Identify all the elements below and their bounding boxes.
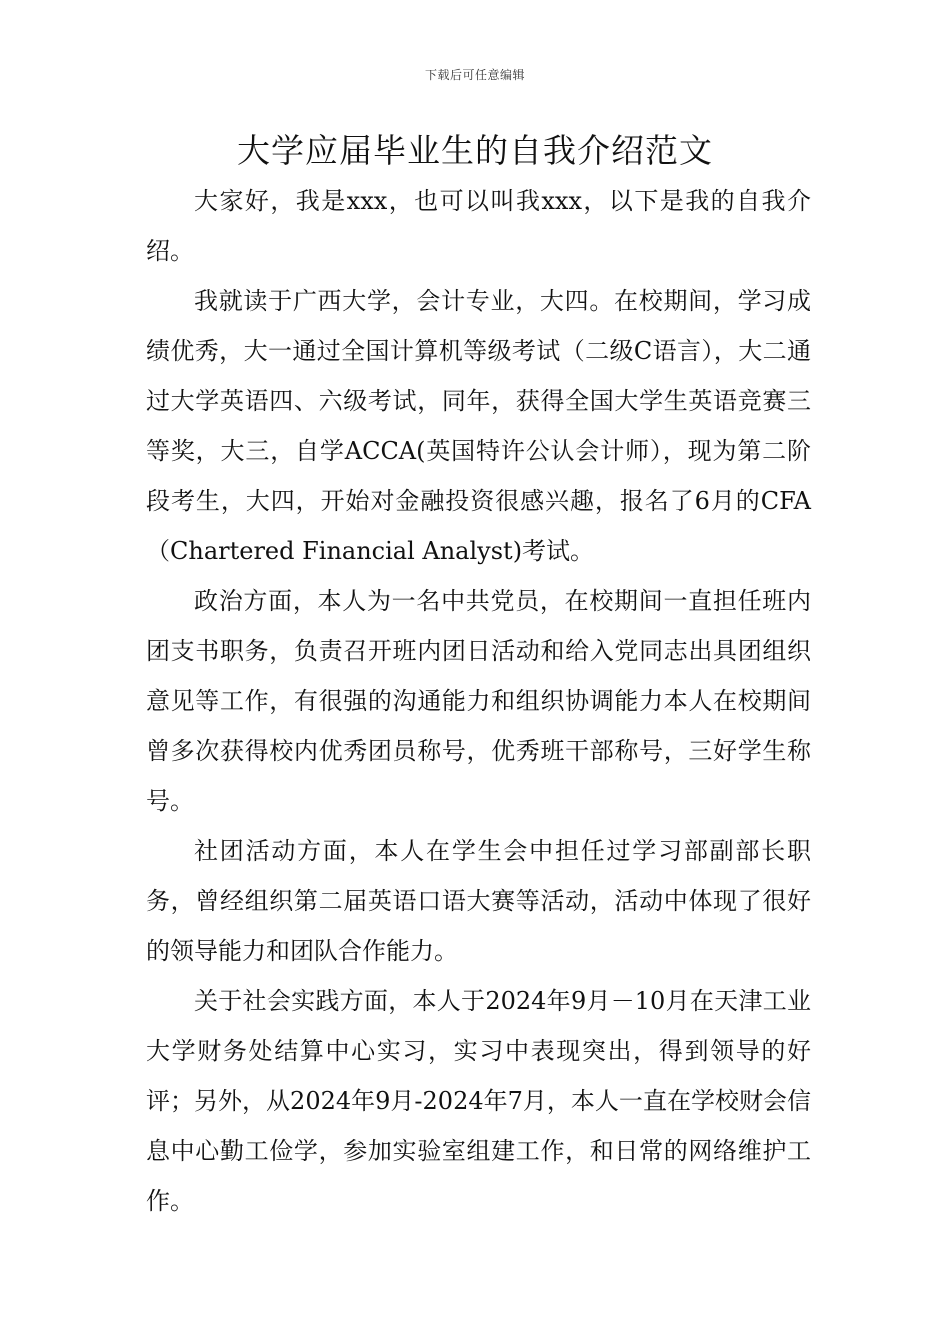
paragraph-social-practice: 关于社会实践方面，本人于2024年9月－10月在天津工业大学财务处结算中心实习，实习中表现突出，得到领导的好评；另外，从2024年9月-2024年7月，本人一直在学校财会信息中心勤工俭学，参加实验室组建工作，和日常的网络维护工作。 — [146, 987, 811, 1215]
document-title: 大学应届毕业生的自我介绍范文 — [237, 131, 713, 170]
header-note: 下载后可任意编辑 — [424, 68, 525, 82]
document-body — [146, 176, 811, 1226]
paragraph-politics: 政治方面，本人为一名中共党员，在校期间一直担任班内团支书职务，负责召开班内团日活动和给入党同志出具团组织意见等工作，有很强的沟通能力和组织协调能力本人在校期间曾多次获得校内优秀团员称号，优秀班干部称号，三好学生称号。 — [146, 587, 811, 815]
paragraph-education: 我就读于广西大学，会计专业，大四。在校期间，学习成绩优秀，大一通过全国计算机等级考试（二级C语言），大二通过大学英语四、六级考试，同年，获得全国大学生英语竞赛三等奖，大三，自学ACCA(英国特许公认会计师），现为第二阶段考生，大四，开始对金融投资很感兴趣，报名了6月的CFA（Chartered Financial Analyst)考试。 — [146, 287, 811, 565]
paragraph-intro: 大家好，我是xxx，也可以叫我xxx，以下是我的自我介绍。 — [146, 187, 811, 265]
paragraph-club-activities: 社团活动方面，本人在学生会中担任过学习部副部长职务，曾经组织第二届英语口语大赛等活动，活动中体现了很好的领导能力和团队合作能力。 — [146, 837, 811, 965]
